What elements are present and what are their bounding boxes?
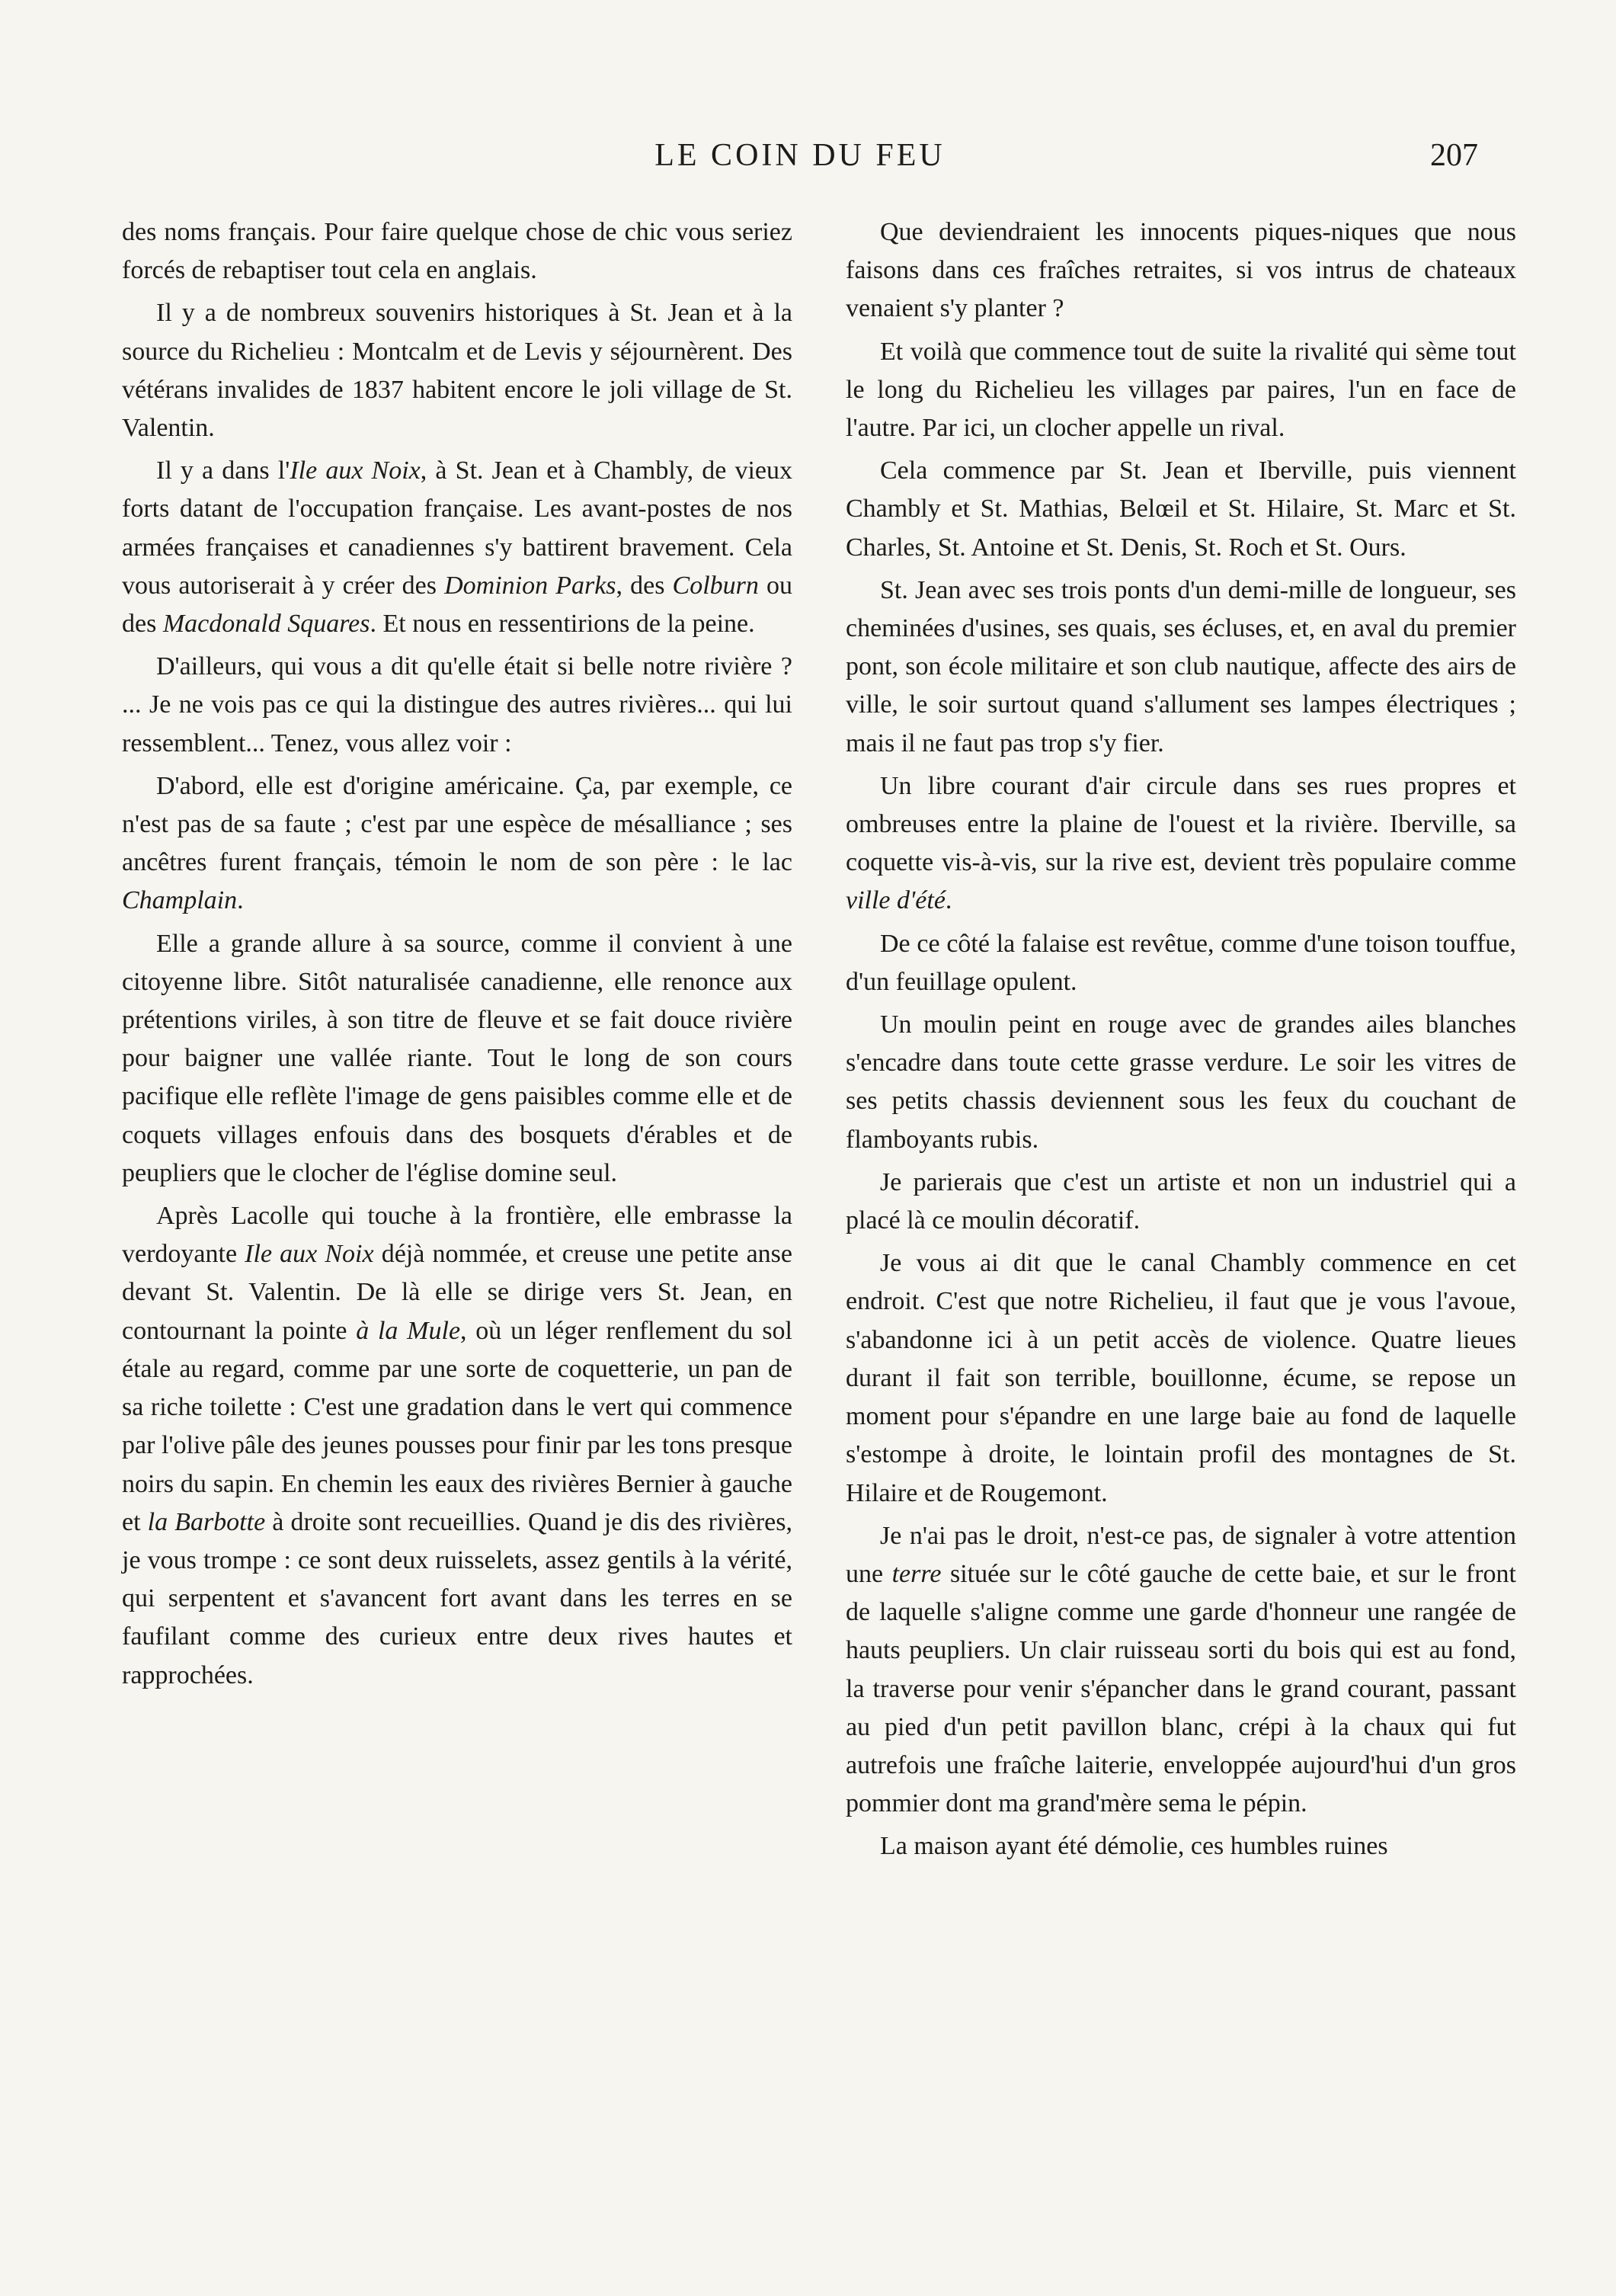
paragraph: Je parierais que c'est un artiste et non un industriel qui a placé là ce moulin décoratif. xyxy=(846,1167,1516,1235)
italic-text: ville d'été xyxy=(846,886,946,915)
paragraph: Cela commence par St. Jean et Iberville, puis viennent Chambly et St. Mathias, Belœil et St. Hilaire, St. Marc et St. Charles, St. Antoine et St. Denis, St. Roch et St. Ours. xyxy=(846,456,1516,562)
italic-text: terre xyxy=(891,1559,942,1588)
paragraph: La maison ayant été démolie, ces humbles ruines xyxy=(880,1832,1388,1861)
page-number: 207 xyxy=(1430,138,1478,173)
italic-text: Macdonald Squares xyxy=(162,610,370,639)
paragraph: Un moulin peint en rouge avec de grandes ailes blanches s'encadre dans toute cette grasse verdure. Le soir les vitres de ses petits chassis deviennent sous les feux du couchant de flamboyants rubis. xyxy=(846,1010,1516,1154)
right-column xyxy=(846,213,1516,1871)
paragraph: Et voilà que commence tout de suite la rivalité qui sème tout le long du Richelieu les villages par paires, l'un en face de l'autre. Par ici, un clocher appelle un rival. xyxy=(846,337,1516,443)
running-title: LE COIN DU FEU xyxy=(654,138,946,173)
paragraph: des noms français. Pour faire quelque chose de chic vous seriez forcés de rebaptiser tout cela en anglais. xyxy=(122,218,792,285)
left-column xyxy=(122,213,792,1699)
italic-text: Champlain xyxy=(122,886,238,915)
paragraph: D'ailleurs, qui vous a dit qu'elle était si belle notre rivière ? ... Je ne vois pas ce qui la distingue des autres rivières... qui lui ressemblent... Tenez, vous allez voir : xyxy=(122,652,792,757)
italic-text: Colburn xyxy=(672,571,759,600)
italic-text: à la Mule xyxy=(356,1316,461,1345)
paragraph: Il y a de nombreux souvenirs historiques à St. Jean et à la source du Richelieu : Montcalm et de Levis y séjournèrent. Des vétérans invalides de 1837 habitent encore le joli village de St. Valentin. xyxy=(122,299,792,443)
paragraph: Je vous ai dit que le canal Chambly commence en cet endroit. C'est que notre Richelieu, il faut que je vous l'avoue, s'abandonne ici à un petit accès de violence. Quatre lieues durant il fait son terrible, bouillonne, écume, se repose un moment pour s'épandre en une large baie au fond de laquelle s'estompe à droite, le lointain profil des montagnes de St. Hilaire et de Rougemont. xyxy=(846,1249,1516,1507)
paragraph: Un libre courant d'air circule dans ses rues propres et ombreuses entre la plaine de l'ouest et la rivière. Iberville, sa coquette vis-à-vis, sur la rive est, devient très populaire comme ville d'été. xyxy=(846,771,1516,915)
italic-text: la Barbotte xyxy=(147,1507,266,1536)
paragraph: Que deviendraient les innocents piques-niques que nous faisons dans ces fraîches retraites, si vos intrus de chateaux venaient s'y planter ? xyxy=(846,218,1516,323)
paragraph: St. Jean avec ses trois ponts d'un demi-mille de longueur, ses cheminées d'usines, ses quais, ses écluses, et, en aval du premier pont, son école militaire et son club nautique, affecte des airs de ville, le soir surtout quand s'allument ses lampes électriques ; mais il ne faut pas trop s'y fier. xyxy=(846,575,1516,757)
page-header xyxy=(122,137,1478,183)
paragraph: Il y a dans l'Ile aux Noix, à St. Jean et à Chambly, de vieux forts datant de l'occupation française. Les avant-postes de nos armées françaises et canadiennes s'y battirent bravement. Cela vous autoriserait à y créer des Dominion Parks, des Colburn ou des Macdonald Squares. Et nous en ressentirions de la peine. xyxy=(122,456,793,639)
paragraph: De ce côté la falaise est revêtue, comme d'une toison touffue, d'un feuillage opulent. xyxy=(846,929,1516,996)
italic-text: Dominion Parks xyxy=(444,571,616,600)
paragraph: Je n'ai pas le droit, n'est-ce pas, de signaler à votre attention une terre située sur le côté gauche de cette baie, et sur le front de laquelle s'aligne comme une garde d'honneur une rangée de hauts peupliers. Un clair ruisseau sorti du bois qui est au fond, la traverse pour venir s'épancher dans le grand courant, passant au pied d'un petit pavillon blanc, crépi à la chaux qui fut autrefois une fraîche laiterie, enveloppée aujourd'hui d'un gros pommier dont ma grand'mère sema le pépin. xyxy=(846,1521,1516,1818)
paragraph: Elle a grande allure à sa source, comme il convient à une citoyenne libre. Sitôt naturalisée canadienne, elle renonce aux prétentions viriles, à son titre de fleuve et se fait douce rivière pour baigner une vallée riante. Tout le long de son cours pacifique elle reflète l'image de gens paisibles comme elle et de coquets villages enfouis dans des bosquets d'érables et de peupliers que le clocher de l'église domine seul. xyxy=(122,929,792,1187)
italic-text: Ile aux Noix xyxy=(245,1240,374,1269)
paragraph: Après Lacolle qui touche à la frontière, elle embrasse la verdoyante Ile aux Noix déjà nommée, et creuse une petite anse devant St. Valentin. De là elle se dirige vers St. Jean, en contournant la pointe à la Mule, où un léger renflement du sol étale au regard, comme par une sorte de coquetterie, un pan de sa riche toilette : C'est une gradation dans le vert qui commence par l'olive pâle des jeunes pousses pour finir par les tons presque noirs du sapin. En chemin les eaux des rivières Bernier à gauche et la Barbotte à droite sont recueillies. Quand je dis des rivières, je vous trompe : ce sont deux ruisselets, assez gentils à la vérité, qui serpentent et s'avancent fort avant dans les terres en se faufilant comme des curieux entre deux rives hautes et rapprochées. xyxy=(122,1202,792,1689)
paragraph: D'abord, elle est d'origine américaine. Ça, par exemple, ce n'est pas de sa faute ; c'est par une espèce de mésalliance ; ses ancêtres furent français, témoin le nom de son père : le lac Champlain. xyxy=(122,771,792,915)
italic-text: Ile aux Noix xyxy=(290,456,421,485)
